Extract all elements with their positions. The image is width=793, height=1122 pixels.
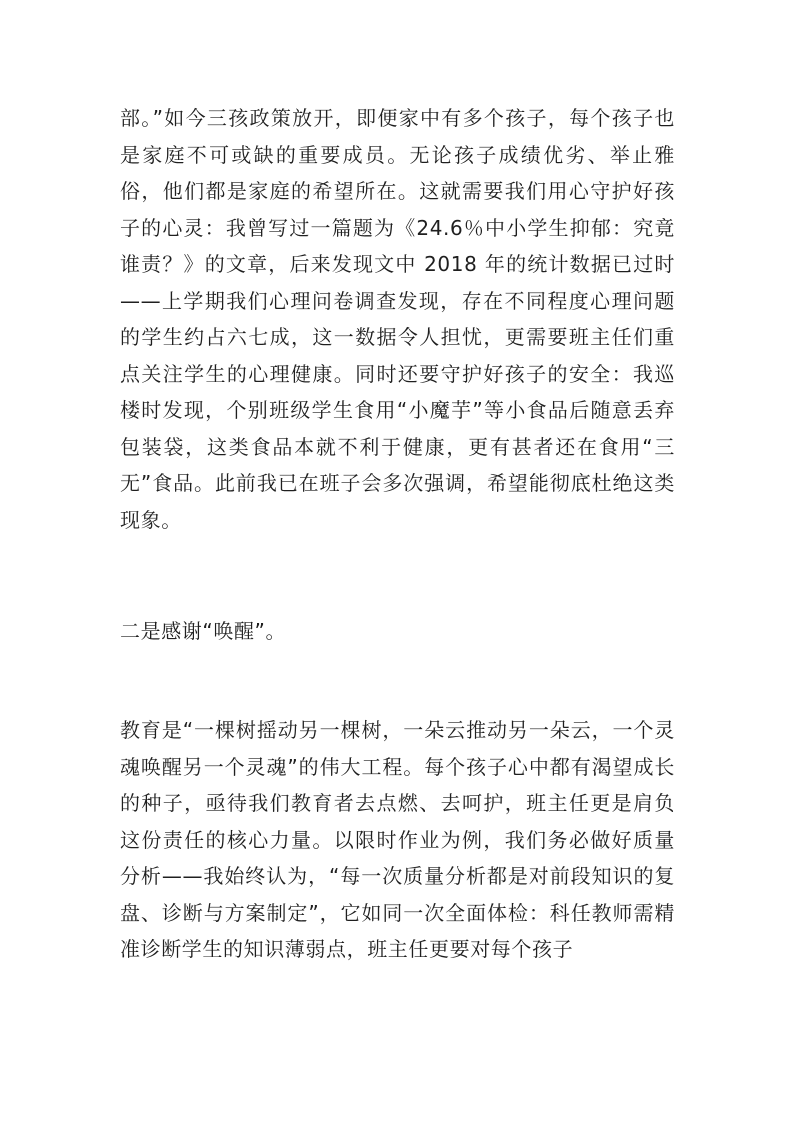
section-heading: 二是感谢“唤醒”。	[120, 619, 287, 643]
body-paragraph: 教育是“一棵树摇动另一棵树，一朵云推动另一朵云，一个灵魂唤醒另一个灵魂”的伟大工程。每个孩子心中都有渴望成长的种子，亟待我们教育者去点燃、去呵护，班主任更是肩负这份责任的核心力量。以限时作业为例，我们务必做好质量分析——我始终认为，“每一次质量分析都是对前段知识的复盘、诊断与方案制定”，它如同一次全面体检：科任教师需精准诊断学生的知识薄弱点，班主任更要对每个孩子	[120, 718, 675, 961]
body-paragraph: 部。”如今三孩政策放开，即便家中有多个孩子，每个孩子也是家庭不可或缺的重要成员。无论孩子成绩优劣、举止雅俗，他们都是家庭的希望所在。这就需要我们用心守护好孩子的心灵：我曾写过一篇题为《24.6％中小学生抑郁：究竟谁责？》的文章，后来发现文中 2018 年的统计数据已过时——上学期我们心理问卷调查发现，存在不同程度心理问题的学生约占六七成，这一数据令人担忧，更需要班主任们重点关注学生的心理健康。同时还要守护好孩子的安全：我巡楼时发现，个别班级学生食用“小魔芋”等小食品后随意丢弃包装袋，这类食品本就不利于健康，更有甚者还在食用“三无”食品。此前我已在班子会多次强调，希望能彻底杜绝这类现象。	[120, 106, 675, 532]
